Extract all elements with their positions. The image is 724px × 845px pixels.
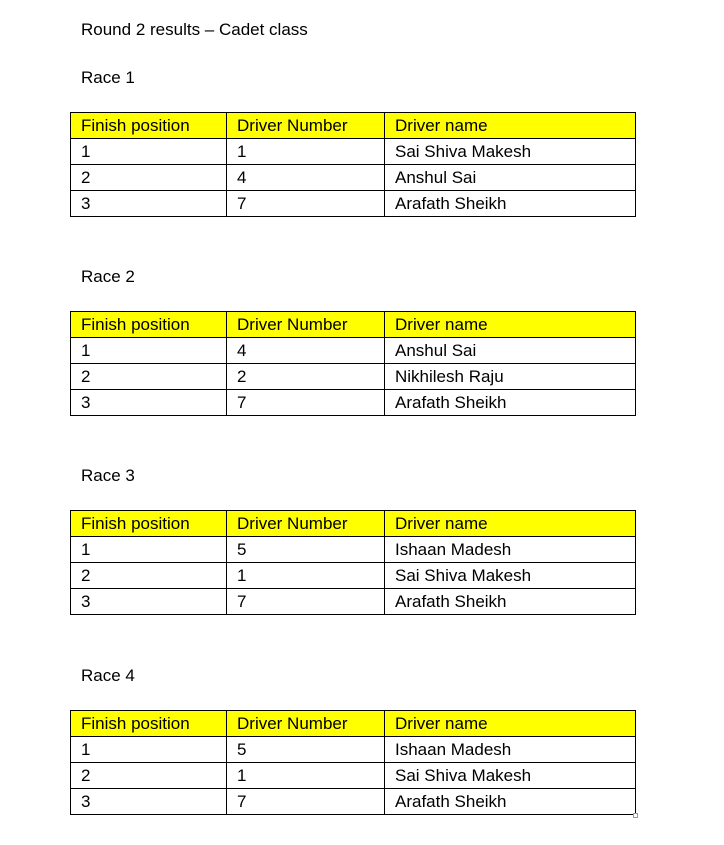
finish-position-cell: 3: [71, 390, 227, 416]
driver-number-cell: 1: [227, 763, 385, 789]
driver-name-cell: Nikhilesh Raju: [385, 364, 636, 390]
driver-name-cell: Arafath Sheikh: [385, 191, 636, 217]
driver-number-cell: 7: [227, 191, 385, 217]
driver-number-cell: 7: [227, 589, 385, 615]
finish-position-cell: 2: [71, 763, 227, 789]
finish-position-header: Finish position: [71, 113, 227, 139]
table-header-row: [71, 312, 636, 338]
table-row: [71, 563, 636, 589]
driver-name-cell: Ishaan Madesh: [385, 537, 636, 563]
table-row: [71, 763, 636, 789]
driver-number-header: Driver Number: [227, 312, 385, 338]
driver-name-cell: Arafath Sheikh: [385, 789, 636, 815]
race-4-heading: Race 4: [81, 666, 135, 685]
race-1-results-table: [70, 112, 636, 217]
driver-name-header: Driver name: [385, 511, 636, 537]
race-1-heading: Race 1: [81, 68, 135, 87]
race-3-results-table: [70, 510, 636, 615]
table-row: [71, 737, 636, 763]
driver-number-cell: 4: [227, 165, 385, 191]
table-header-row: [71, 113, 636, 139]
table-row: [71, 191, 636, 217]
driver-name-header: Driver name: [385, 312, 636, 338]
driver-name-cell: Anshul Sai: [385, 165, 636, 191]
table-row: [71, 537, 636, 563]
driver-name-header: Driver name: [385, 711, 636, 737]
table-row: [71, 390, 636, 416]
driver-number-header: Driver Number: [227, 711, 385, 737]
driver-number-cell: 5: [227, 737, 385, 763]
race-3-heading: Race 3: [81, 466, 135, 485]
driver-number-cell: 4: [227, 338, 385, 364]
table-row: [71, 789, 636, 815]
table-header-row: [71, 511, 636, 537]
finish-position-cell: 2: [71, 563, 227, 589]
table-row: [71, 139, 636, 165]
driver-number-cell: 5: [227, 537, 385, 563]
driver-number-cell: 1: [227, 139, 385, 165]
finish-position-cell: 1: [71, 537, 227, 563]
finish-position-cell: 3: [71, 191, 227, 217]
driver-number-header: Driver Number: [227, 113, 385, 139]
driver-number-cell: 1: [227, 563, 385, 589]
finish-position-cell: 1: [71, 338, 227, 364]
table-row: [71, 589, 636, 615]
table-resize-handle[interactable]: [633, 813, 638, 818]
finish-position-cell: 2: [71, 165, 227, 191]
finish-position-header: Finish position: [71, 312, 227, 338]
finish-position-cell: 2: [71, 364, 227, 390]
finish-position-cell: 1: [71, 139, 227, 165]
table-row: [71, 364, 636, 390]
race-2-results-table: [70, 311, 636, 416]
driver-number-header: Driver Number: [227, 511, 385, 537]
finish-position-cell: 3: [71, 589, 227, 615]
driver-number-cell: 2: [227, 364, 385, 390]
table-header-row: [71, 711, 636, 737]
finish-position-header: Finish position: [71, 511, 227, 537]
driver-name-cell: Sai Shiva Makesh: [385, 563, 636, 589]
driver-name-cell: Arafath Sheikh: [385, 589, 636, 615]
finish-position-header: Finish position: [71, 711, 227, 737]
race-4-results-table: [70, 710, 636, 815]
finish-position-cell: 1: [71, 737, 227, 763]
table-row: [71, 338, 636, 364]
driver-name-header: Driver name: [385, 113, 636, 139]
driver-name-cell: Ishaan Madesh: [385, 737, 636, 763]
page-title: Round 2 results – Cadet class: [81, 20, 308, 39]
driver-name-cell: Sai Shiva Makesh: [385, 763, 636, 789]
driver-name-cell: Arafath Sheikh: [385, 390, 636, 416]
table-row: [71, 165, 636, 191]
driver-number-cell: 7: [227, 390, 385, 416]
finish-position-cell: 3: [71, 789, 227, 815]
race-2-heading: Race 2: [81, 267, 135, 286]
driver-name-cell: Anshul Sai: [385, 338, 636, 364]
driver-name-cell: Sai Shiva Makesh: [385, 139, 636, 165]
driver-number-cell: 7: [227, 789, 385, 815]
